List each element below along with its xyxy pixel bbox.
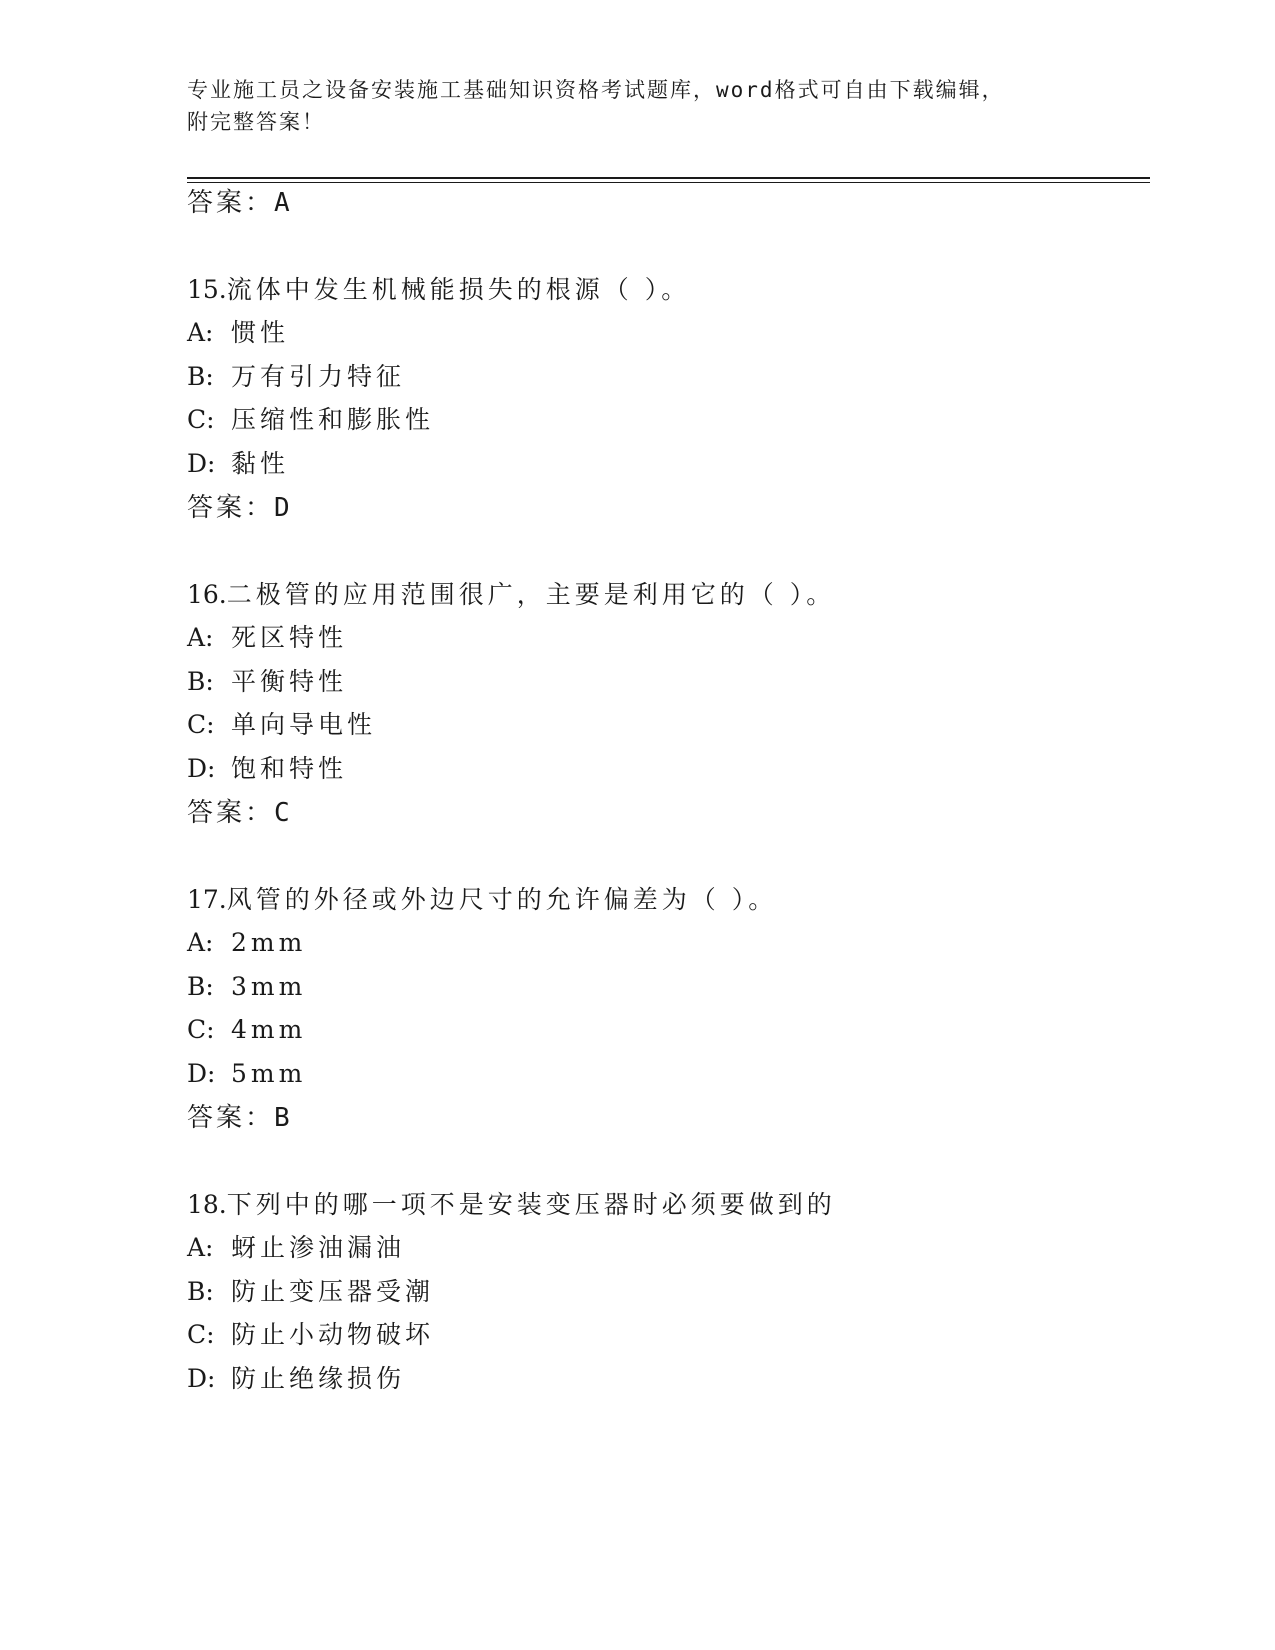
header-line-1: 专业施工员之设备安装施工基础知识资格考试题库，word格式可自由下载编辑， xyxy=(187,78,1005,102)
option-key: B: xyxy=(187,362,214,391)
header-divider-thin xyxy=(187,182,1150,183)
answer-label: 答案： xyxy=(187,493,275,523)
option-key: D: xyxy=(187,1364,216,1393)
option-text: 死区特性 xyxy=(231,623,348,652)
question-16-option-c xyxy=(187,708,376,742)
question-16-option-a xyxy=(187,621,347,655)
option-key: A: xyxy=(187,318,214,347)
question-16-answer xyxy=(187,796,290,830)
option-text: 防止小动物破坏 xyxy=(231,1320,435,1349)
option-key: D: xyxy=(187,449,216,478)
question-15-option-d xyxy=(187,447,289,481)
question-17-option-a xyxy=(187,926,306,960)
question-17-option-b xyxy=(187,970,306,1004)
option-text: 压缩性和膨胀性 xyxy=(231,405,435,434)
answer-label: 答案： xyxy=(187,188,275,218)
question-16-option-b xyxy=(187,665,347,699)
question-text: 流体中发生机械能损失的根源（ ）。 xyxy=(226,275,691,304)
question-text: 下列中的哪一项不是安装变压器时必须要做到的 xyxy=(226,1190,836,1219)
option-key: B: xyxy=(187,972,214,1001)
option-key: D: xyxy=(187,754,216,783)
option-text: 黏性 xyxy=(231,449,290,478)
question-15-title xyxy=(187,273,690,307)
question-17-title xyxy=(187,883,777,917)
question-number: 16. xyxy=(187,580,227,609)
answer-value: D xyxy=(274,493,290,523)
question-text: 风管的外径或外边尺寸的允许偏差为（ ）。 xyxy=(226,885,778,914)
option-text: 3mm xyxy=(231,972,307,1001)
question-15-option-b xyxy=(187,360,405,394)
question-18-option-a xyxy=(187,1231,405,1265)
question-17-option-d xyxy=(187,1057,306,1091)
header-divider-thick xyxy=(187,177,1150,179)
option-text: 4mm xyxy=(231,1015,307,1044)
answer-label: 答案： xyxy=(187,798,275,828)
option-key: C: xyxy=(187,1015,215,1044)
option-text: 惯性 xyxy=(231,318,290,347)
answer-value: B xyxy=(274,1103,290,1133)
answer-label: 答案： xyxy=(187,1103,275,1133)
question-18-option-d xyxy=(187,1362,405,1396)
question-15-option-c xyxy=(187,403,434,437)
option-text: 2mm xyxy=(231,928,307,957)
question-15-answer xyxy=(187,491,290,525)
option-text: 单向导电性 xyxy=(231,710,377,739)
option-key: B: xyxy=(187,667,214,696)
question-17-option-c xyxy=(187,1013,306,1047)
answer-value: C xyxy=(274,798,290,828)
prev-answer xyxy=(187,186,290,220)
question-16-option-d xyxy=(187,752,347,786)
question-number: 18. xyxy=(187,1190,227,1219)
option-text: 5mm xyxy=(231,1059,307,1088)
question-18-title xyxy=(187,1188,836,1222)
option-text: 防止绝缘损伤 xyxy=(231,1364,406,1393)
question-number: 17. xyxy=(187,885,227,914)
option-key: D: xyxy=(187,1059,216,1088)
question-number: 15. xyxy=(187,275,227,304)
question-15-option-a xyxy=(187,316,289,350)
option-key: B: xyxy=(187,1277,214,1306)
option-key: C: xyxy=(187,1320,215,1349)
option-text: 防止变压器受潮 xyxy=(231,1277,435,1306)
question-16-title xyxy=(187,578,835,612)
option-text: 万有引力特征 xyxy=(231,362,406,391)
option-key: A: xyxy=(187,623,214,652)
option-key: A: xyxy=(187,928,214,957)
option-text: 蚜止渗油漏油 xyxy=(231,1233,406,1262)
question-18-option-b xyxy=(187,1275,434,1309)
question-18-option-c xyxy=(187,1318,434,1352)
document-header xyxy=(187,74,1087,138)
question-text: 二极管的应用范围很广，主要是利用它的（ ）。 xyxy=(226,580,836,609)
option-key: C: xyxy=(187,710,215,739)
option-key: A: xyxy=(187,1233,214,1262)
header-line-2: 附完整答案！ xyxy=(187,110,325,134)
question-17-answer xyxy=(187,1101,290,1135)
answer-value: A xyxy=(274,188,290,218)
option-text: 平衡特性 xyxy=(231,667,348,696)
option-text: 饱和特性 xyxy=(231,754,348,783)
option-key: C: xyxy=(187,405,215,434)
